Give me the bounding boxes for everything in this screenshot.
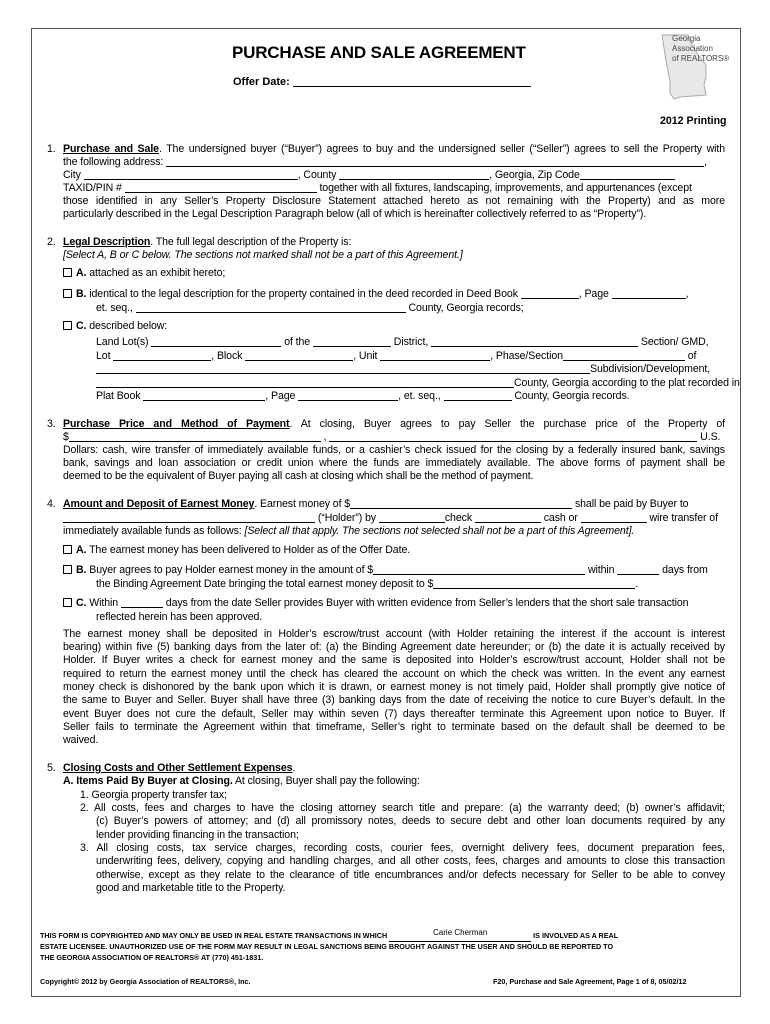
page-title: PURCHASE AND SALE AGREEMENT — [232, 43, 526, 62]
s5-a-line: A. Items Paid By Buyer at Closing. At closing, Buyer shall pay the following: — [63, 775, 420, 787]
s3-line5: deemed to be the equivalent of Buyer paying all cash at closing which shall be the method of payment. — [63, 470, 534, 482]
s2-line1: Legal Description. The full legal description of the Property is: — [63, 236, 352, 248]
s4-option-b: B. Buyer agrees to pay Holder earnest money in the amount of $ within days from — [63, 564, 708, 577]
s2-c-line2: Lot , Block , Unit , Phase/Section of — [96, 350, 697, 362]
s2-b-checkbox[interactable] — [63, 289, 72, 298]
footer-line3: THE GEORGIA ASSOCIATION OF REALTORS® AT (770) 451-1831. — [40, 953, 264, 962]
gmd-field[interactable] — [431, 336, 638, 347]
unit-field[interactable] — [380, 350, 490, 361]
zip-field[interactable] — [580, 169, 675, 180]
footer-line1: THIS FORM IS COPYRIGHTED AND MAY ONLY BE USED IN REAL ESTATE TRANSACTIONS IN WHICH Carie Cherman IS INVOLVED AS A REAL — [40, 928, 619, 940]
land-lot-field[interactable] — [151, 336, 281, 347]
s1-line1: Purchase and Sale. The undersigned buyer (“Buyer”) agrees to buy and the undersigned seller (“Seller”) agrees to sell the Property with — [63, 143, 726, 155]
licensee-name[interactable]: Carie Cherman — [433, 928, 488, 937]
s3-line4: bank, savings and loan association or credit union where the funds are immediately available. The above forms of payment shall be — [63, 457, 725, 469]
plat-book-field[interactable] — [143, 390, 265, 401]
additional-earnest-field[interactable] — [373, 564, 585, 575]
s4-para-line1: The earnest money shall be deposited in Holder’s escrow/trust account (with Holder retaining the interest if the account is interest — [63, 628, 725, 640]
s2-c-checkbox[interactable] — [63, 321, 72, 330]
s3-line1: Purchase Price and Method of Payment. At closing, Buyer agrees to pay Seller the purchase price of the Property of — [63, 418, 725, 430]
s3-num: 3. — [47, 418, 56, 430]
additional-days-field[interactable] — [617, 564, 659, 575]
price-number-field[interactable] — [69, 431, 321, 442]
s1-line4: TAXID/PIN # together with all fixtures, landscaping, improvements, and appurtenances (except — [63, 182, 692, 194]
lot-field[interactable] — [113, 350, 211, 361]
copyright: Copyright© 2012 by Georgia Association of REALTORS®, Inc. — [40, 977, 251, 986]
offer-date-field[interactable] — [293, 76, 531, 87]
s2-c-line3: Subdivision/Development, — [96, 363, 710, 376]
offer-date-label: Offer Date: — [233, 76, 531, 88]
taxid-field[interactable] — [125, 182, 317, 193]
short-sale-days-field[interactable] — [121, 597, 163, 608]
s4-option-a: A. The earnest money has been delivered to Holder as of the Offer Date. — [63, 544, 410, 557]
s4-a-checkbox[interactable] — [63, 545, 72, 554]
s4-option-c-line2: reflected herein has been approved. — [96, 611, 263, 623]
s5-item3-line4: good and marketable title to the Property. — [96, 882, 286, 894]
s1-line3: City , County , Georgia, Zip Code — [63, 169, 675, 182]
s2-option-a: A. attached as an exhibit hereto; — [63, 267, 225, 280]
s4-para-line8: Seller fails to terminate the Agreement within that timeframe, Seller’s right to terminate based on the default shall be deemed to be — [63, 721, 725, 733]
s2-line2: [Select A, B or C below. The sections not marked shall not be a part of this Agreement.] — [63, 249, 463, 261]
plat-page-field[interactable] — [298, 390, 398, 401]
s2-c-line1: Land Lot(s) of the District, Section/ GMD, — [96, 336, 709, 348]
earnest-amount-field[interactable] — [350, 498, 572, 509]
s5-item3-line3: otherwise, except as they relate to the clearance of title encumbrances and/or defects necessary for Seller to be able to convey — [96, 869, 725, 881]
printing-label: 2012 Printing — [660, 115, 727, 127]
s4-para-line2: bearing) within five (5) banking days from the later of: (a) the Binding Agreement date hereunder; or (b) the date it is actually received by — [63, 641, 725, 653]
s5-item3-line2: underwriting fees, delivery, copying and handling charges, and all other costs, fees, charges and amounts to close this transaction — [96, 855, 725, 867]
s4-num: 4. — [47, 498, 56, 510]
s4-para-line7: event Buyer does not cure the default, Seller may within seven (7) days thereafter terminate this Agreement upon notice to Buyer. If — [63, 708, 725, 720]
deed-page-field[interactable] — [612, 288, 686, 299]
s4-line2: (“Holder”) by check cash or wire transfer of — [63, 512, 718, 525]
s5-item2-line1: 2. All costs, fees and charges to have the closing attorney search title and prepare: (a) the warranty deed; (b) owner’s affidavit; — [80, 802, 725, 814]
phase-field[interactable] — [563, 350, 685, 361]
cash-field[interactable] — [475, 512, 541, 523]
s4-option-c: C. Within days from the date Seller provides Buyer with written evidence from Seller’s lenders that the short sale transaction — [63, 597, 688, 610]
s2-option-b-line2: et. seq., County, Georgia records; — [96, 302, 524, 314]
s2-c-line5: Plat Book , Page , et. seq., County, Georgia records. — [96, 390, 630, 402]
s5-heading: Closing Costs and Other Settlement Expenses — [63, 762, 293, 774]
s4-para-line9: waived. — [63, 734, 99, 746]
wire-field[interactable] — [581, 512, 647, 523]
subdivision-field[interactable] — [96, 363, 590, 374]
s4-para-line6: the same to Buyer and Seller. Buyer shall have three (3) banking days from the date of receiving the notice to cure Buyer’s default. In the — [63, 694, 725, 706]
s4-heading: Amount and Deposit of Earnest Money — [63, 498, 255, 510]
deed-county-field[interactable] — [136, 302, 406, 313]
plat-records-county-field[interactable] — [444, 390, 512, 401]
price-words-field[interactable] — [329, 431, 697, 442]
s2-a-checkbox[interactable] — [63, 268, 72, 277]
s4-c-checkbox[interactable] — [63, 598, 72, 607]
s1-line5: those identified in any Seller’s Property Disclosure Statement attached hereto as not remaining with the Property) and as more — [63, 195, 725, 207]
s2-num: 2. — [47, 236, 56, 248]
holder-field[interactable] — [63, 512, 315, 523]
block-field[interactable] — [245, 350, 353, 361]
s3-line2: $ , U.S. — [63, 431, 721, 443]
check-field[interactable] — [379, 512, 445, 523]
s2-option-c: C. described below: — [63, 320, 167, 333]
s5-item1: 1. Georgia property transfer tax; — [80, 789, 227, 801]
plat-county-field[interactable] — [96, 377, 514, 388]
s1-line2: the following address: , — [63, 156, 707, 168]
footer-line2: ESTATE LICENSEE. UNAUTHORIZED USE OF THE FORM MAY RESULT IN LEGAL SANCTIONS BEING BROUGHT AGAINST THE USER AND SHOULD BE REPORTED TO — [40, 942, 614, 951]
s5-item2-line2: (c) Buyer’s powers of attorney; and (d) all promissory notes, deeds to secure debt and other loan documents required by any — [96, 815, 725, 827]
form-id: F20, Purchase and Sale Agreement, Page 1 of 8, 05/02/12 — [493, 977, 687, 986]
s1-heading: Purchase and Sale — [63, 143, 159, 155]
s4-b-checkbox[interactable] — [63, 565, 72, 574]
s4-option-b-line2: the Binding Agreement Date bringing the total earnest money deposit to $ . — [96, 578, 639, 590]
s3-heading: Purchase Price and Method of Payment — [63, 418, 290, 430]
s1-line6: particularly described in the Legal Description Paragraph below (all of which is hereinafter collectively referred to as “Property”). — [63, 208, 647, 220]
county-field[interactable] — [339, 169, 489, 180]
s5-num: 5. — [47, 762, 56, 774]
s1-num: 1. — [47, 143, 56, 155]
s4-line1: Amount and Deposit of Earnest Money. Earnest money of $ shall be paid by Buyer to — [63, 498, 689, 510]
address-field[interactable] — [166, 156, 704, 167]
deed-book-field[interactable] — [521, 288, 579, 299]
total-earnest-field[interactable] — [433, 578, 635, 589]
gar-logo: Georgia Association of REALTORS® — [672, 34, 730, 63]
s5-heading-line: Closing Costs and Other Settlement Expenses. — [63, 762, 296, 774]
s4-para-line5: money check is dishonored by the bank upon which it is drawn, or earnest money is not timely paid, Holder shall promptly give notice of — [63, 681, 725, 693]
s2-c-line4: County, Georgia according to the plat recorded in — [96, 377, 740, 390]
district-num-field[interactable] — [313, 336, 391, 347]
s4-line3: immediately available funds as follows: [Select all that apply. The sections not selected shall not be a part of this Agreement]. — [63, 525, 635, 537]
s2-heading: Legal Description — [63, 236, 151, 248]
s5-item3-line1: 3. All closing costs, tax service charges, recording costs, courier fees, overnight delivery fees, document preparation fees, — [80, 842, 725, 854]
s3-line3: Dollars: cash, wire transfer of immediately available funds, or a cashier’s check issued for the closing by a federally insured bank, savings — [63, 444, 725, 456]
city-field[interactable] — [84, 169, 298, 180]
s2-option-b: B. identical to the legal description for the property contained in the deed recorded in Deed Book , Page , — [63, 288, 688, 301]
s4-para-line3: Holder. If Buyer writes a check for earnest money and the same is deposited into Holder’s escrow/trust account, Holder shall not be — [63, 654, 725, 666]
s4-para-line4: required to return the earnest money until the check has cleared the account on which the check was written. In the event any earnest — [63, 668, 725, 680]
s5-item2-line3: lender providing financing in the transaction; — [96, 829, 299, 841]
